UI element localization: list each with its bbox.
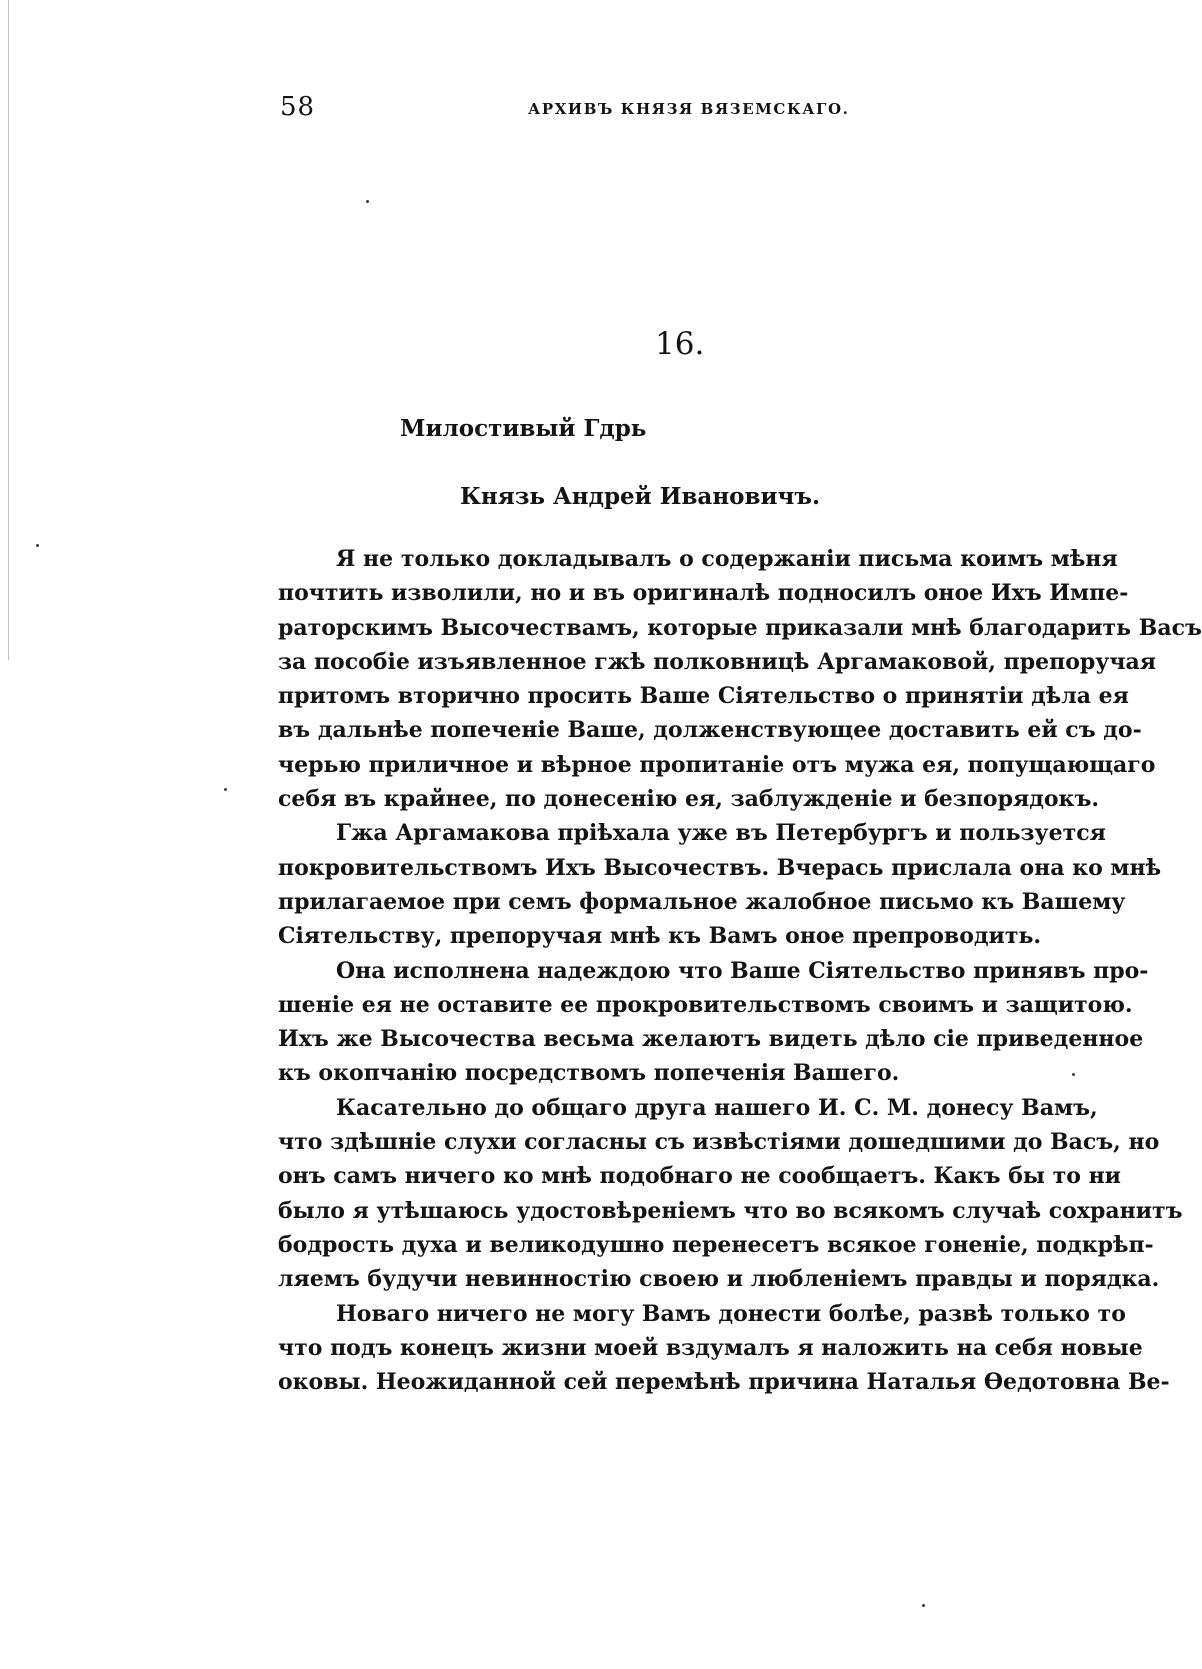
text-line: что подъ конецъ жизни моей вздумалъ я наложить на себя новые (278, 1334, 1143, 1361)
text-line: за пособiе изъявленное гжѣ полковницѣ Аргамаковой, препоручая (278, 648, 1156, 675)
text-line: оковы. Неожиданной сей перемѣнѣ причина Наталья Өедотовна Ве- (278, 1369, 1170, 1396)
text-line: Она исполнена надеждою что Ваше Сiятельство принявъ про- (336, 957, 1149, 984)
text-line: было я утѣшаюсь удостовѣренiемъ что во всякомъ случаѣ сохранитъ (278, 1197, 1183, 1224)
letter-body (278, 542, 1202, 1399)
text-line: ляемъ будучи невинностiю своею и любленiемъ правды и порядка. (278, 1266, 1160, 1293)
text-line: Гжа Аргамакова прiѣхала уже въ Петербургъ и пользуется (336, 820, 1106, 847)
scan-speck (922, 1604, 925, 1607)
text-line: раторскимъ Высочествамъ, которые приказали мнѣ благодарить Васъ (278, 614, 1202, 641)
text-line: притомъ вторично просить Ваше Сiятельство о принятiи дѣла ея (278, 683, 1129, 710)
salutation-line-1: Милостивый Гдрь (400, 415, 647, 442)
text-line: бодрость духа и великодушно перенесетъ всякое гоненiе, подкрѣп- (278, 1231, 1154, 1258)
text-line: шенiе ея не оставите ее прокровительствомъ своимъ и защитою. (278, 991, 1133, 1018)
page-header (0, 92, 1140, 132)
text-line: прилагаемое при семъ формальное жалобное письмо къ Вашему (278, 888, 1126, 915)
text-line: Ихъ же Высочества весьма желаютъ видеть дѣло сiе приведенное (278, 1026, 1144, 1053)
scan-speck (1072, 1073, 1075, 1076)
text-line: Сiятельству, препоручая мнѣ къ Вамъ оное препроводить. (278, 923, 1042, 950)
scan-speck (36, 544, 39, 547)
text-line: въ дальнѣе попеченiе Ваше, долженствующее доставить ей съ до- (278, 717, 1142, 744)
text-line: покровительствомъ Ихъ Высочествъ. Вчерась прислала она ко мнѣ (278, 854, 1162, 881)
page-number: 58 (280, 92, 316, 122)
text-line: къ окопчанiю посредствомъ попеченiя Вашего. (278, 1060, 900, 1087)
running-title: АРХИВЪ КНЯЗЯ ВЯЗЕМСКАГО. (528, 100, 850, 118)
scan-speck (224, 788, 227, 791)
text-line: Касательно до общаго друга нашего И. С. М. донесу Вамъ, (336, 1094, 1098, 1121)
text-line: себя въ крайнее, по донесенiю ея, заблужденiе и безпорядокъ. (278, 786, 1099, 813)
letter-number: 16. (655, 326, 705, 362)
text-line: онъ самъ ничего ко мнѣ подобнаго не сообщаетъ. Какъ бы то ни (278, 1163, 1121, 1190)
salutation-line-2: Князь Андрей Ивановичъ. (460, 483, 821, 510)
text-line: Я не только докладывалъ о содержанiи письма коимъ мѣня (336, 546, 1118, 572)
text-line: Новаго ничего не могу Вамъ донести болѣе, развѣ только то (336, 1300, 1126, 1327)
text-line: почтить изволили, но и въ оригиналѣ подносилъ оное Ихъ Импе- (278, 580, 1129, 607)
text-line: черью приличное и вѣрное пропитанiе отъ мужа ея, попущающаго (278, 751, 1156, 778)
scan-speck (366, 200, 369, 203)
text-line: что здѣшнiе слухи согласны съ извѣстiями дошедшими до Васъ, но (278, 1129, 1160, 1156)
